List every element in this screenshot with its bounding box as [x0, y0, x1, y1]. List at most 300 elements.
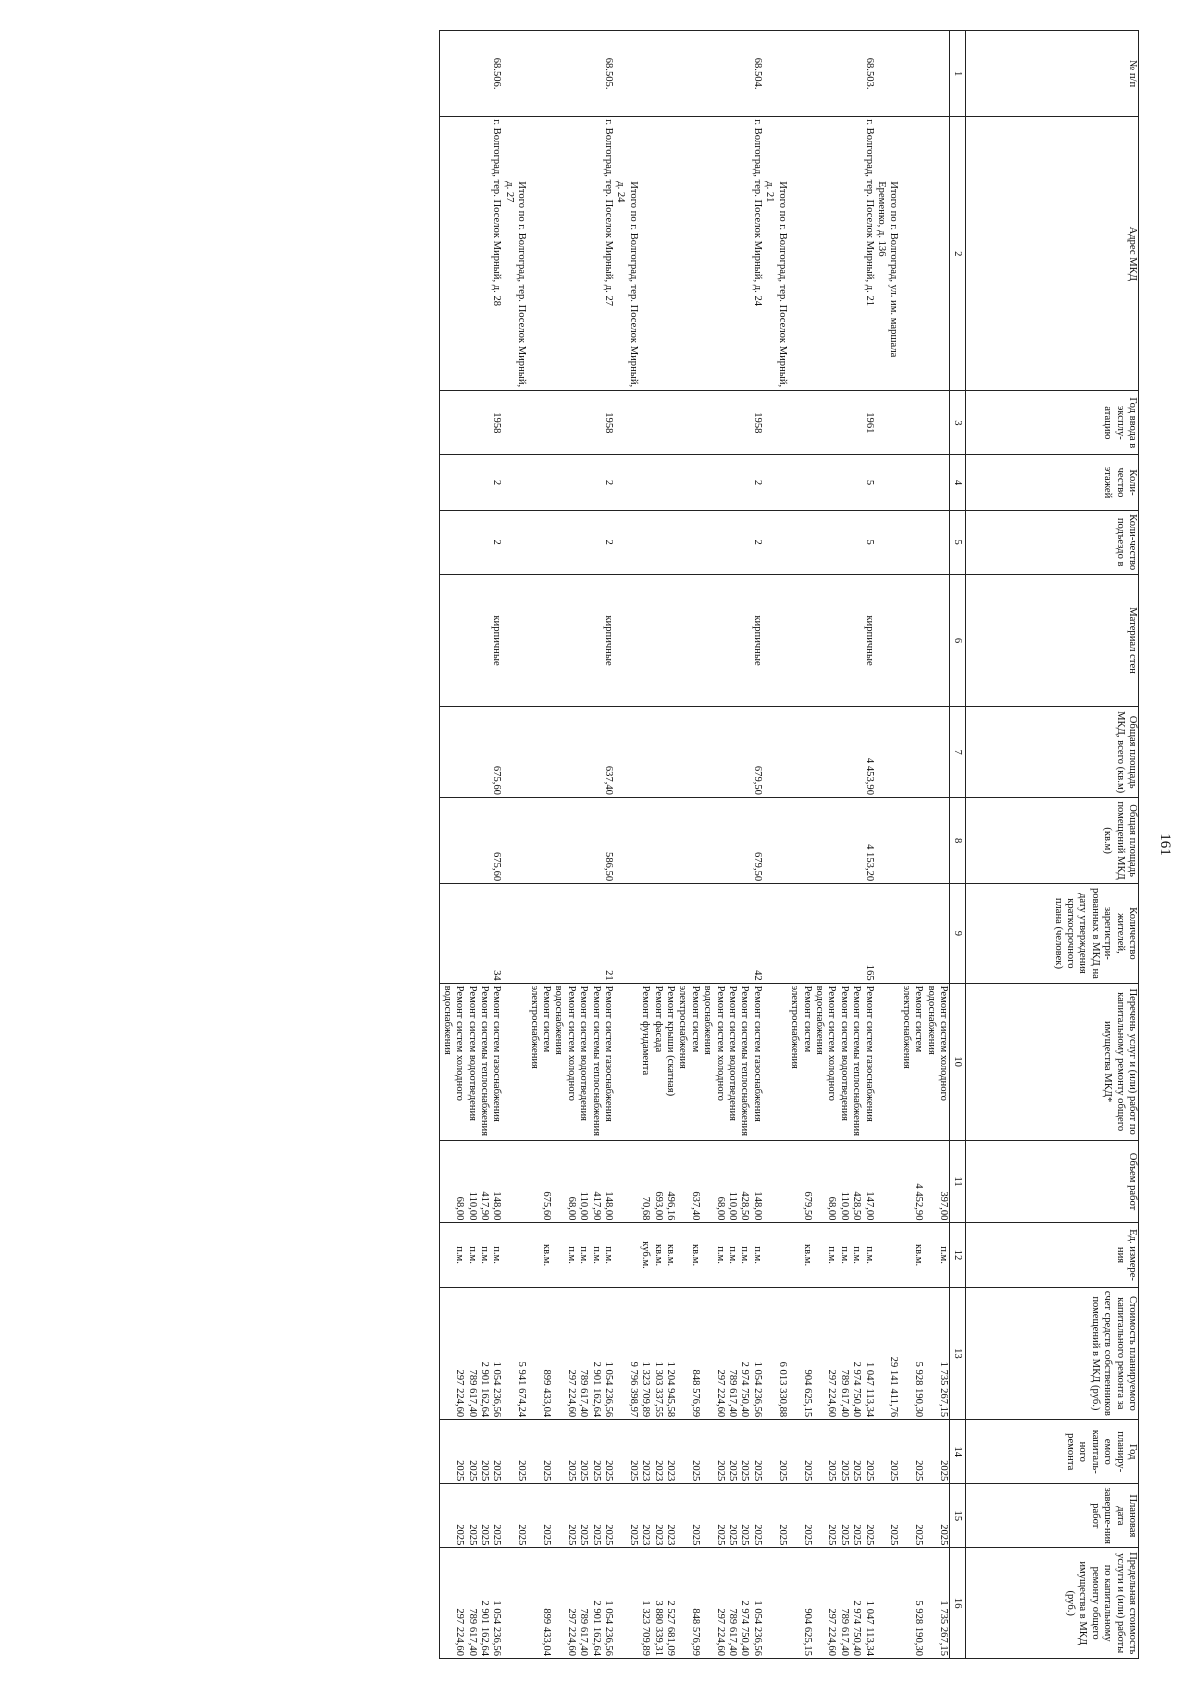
planned-year-cell — [465, 1420, 477, 1484]
planned-cost-cell — [440, 1287, 465, 1420]
work-volume: 68,00 — [454, 1196, 466, 1221]
unit-cell — [676, 1223, 701, 1287]
planned-year: 2025 — [491, 1460, 503, 1482]
work-type: Ремонт системы теплоснабжения — [851, 985, 863, 1137]
total-row — [614, 31, 639, 1659]
planned-year: 2025 — [565, 1460, 577, 1482]
wall-material-cell — [614, 574, 639, 707]
floors-cell — [813, 455, 838, 510]
year-built-cell — [924, 391, 949, 455]
wall-material-cell — [465, 574, 477, 707]
capital-repair-table — [439, 30, 1139, 1659]
work-volume: 110,00 — [727, 1191, 739, 1221]
residents: 165 — [863, 964, 875, 981]
residents-cell — [738, 884, 750, 983]
planned-year-cell — [788, 1420, 813, 1484]
completion-date: 2025 — [466, 1524, 478, 1546]
work-volume: 428,50 — [851, 1191, 863, 1221]
column-number: 15 — [950, 1484, 966, 1548]
wall-material: кирпичные — [751, 615, 763, 666]
limit-cost: 297 224,60 — [714, 1608, 726, 1656]
wall-material-cell — [763, 574, 788, 707]
table-row — [664, 31, 676, 1659]
residents-cell — [763, 884, 788, 983]
rotated-table-sheet — [219, 30, 1173, 1659]
total-area-cell — [478, 707, 490, 798]
planned-cost: 1 323 709,89 — [640, 1361, 652, 1418]
work-volume-cell — [639, 1140, 651, 1223]
unit: п.м. — [454, 1246, 466, 1264]
work-volume-cell — [837, 1140, 849, 1223]
entrances-cell — [664, 510, 676, 574]
total-area-cell — [614, 707, 639, 798]
entrances: 5 — [863, 539, 875, 545]
total-area-cell — [465, 707, 477, 798]
planned-cost: 2 974 750,40 — [851, 1361, 863, 1418]
completion-date: 2025 — [826, 1524, 838, 1546]
wall-material: кирпичные — [603, 615, 615, 666]
residents-cell — [577, 884, 589, 983]
total-area: 679,50 — [751, 765, 763, 795]
completion-date: 2025 — [590, 1524, 602, 1546]
wall-material-cell — [664, 574, 676, 707]
limit-cost: 297 224,60 — [826, 1608, 838, 1656]
residents-cell — [527, 884, 552, 983]
work-volume-cell — [465, 1140, 477, 1223]
work-volume: 148,00 — [491, 1191, 503, 1221]
address-cell — [701, 117, 726, 391]
floors-cell — [478, 455, 490, 510]
wall-material-cell — [837, 574, 849, 707]
column-header: Ед. измере-ния — [966, 1223, 1139, 1287]
planned-year: 2023 — [652, 1460, 664, 1482]
planned-cost-cell — [726, 1287, 738, 1420]
entrances-cell — [502, 510, 527, 574]
planned-cost: 1 054 236,56 — [751, 1361, 763, 1418]
limit-cost-cell — [924, 1548, 949, 1659]
planned-cost-cell — [738, 1287, 750, 1420]
row-number-cell — [726, 31, 738, 117]
unit: п.м. — [727, 1246, 739, 1264]
completion-date: 2025 — [689, 1524, 701, 1546]
total-area-cell — [651, 707, 663, 798]
row-number-cell — [862, 31, 874, 117]
row-number: 68.506. — [491, 57, 503, 90]
planned-year-cell — [614, 1420, 639, 1484]
row-number-cell — [440, 31, 465, 117]
completion-date-cell — [763, 1484, 788, 1548]
total-area-cell — [837, 707, 849, 798]
row-number-cell — [788, 31, 813, 117]
unit-cell — [751, 1223, 763, 1287]
work-type-cell — [875, 983, 900, 1140]
premises-area-cell — [924, 797, 949, 883]
entrances-cell — [602, 510, 614, 574]
year-built-cell — [465, 391, 477, 455]
unit: п.м. — [491, 1246, 503, 1264]
limit-cost: 2 974 750,40 — [739, 1600, 751, 1656]
completion-date: 2025 — [454, 1524, 466, 1546]
work-volume: 675,60 — [541, 1191, 552, 1221]
premises-area-cell — [701, 797, 726, 883]
limit-cost-cell — [577, 1548, 589, 1659]
work-type-cell — [813, 983, 838, 1140]
limit-cost: 2 974 750,40 — [851, 1600, 863, 1656]
work-volume: 417,90 — [590, 1191, 602, 1221]
total-area-cell — [440, 707, 465, 798]
year-built-cell — [589, 391, 601, 455]
work-type: Ремонт систем электроснабжения — [900, 985, 925, 1069]
year-built-cell — [837, 391, 849, 455]
table-row — [639, 31, 651, 1659]
premises-area-cell — [614, 797, 639, 883]
unit: куб.м. — [640, 1241, 652, 1269]
work-volume: 496,16 — [665, 1191, 677, 1221]
column-number: 10 — [950, 983, 966, 1140]
address-cell — [924, 117, 949, 391]
floors-cell — [577, 455, 589, 510]
work-volume-cell — [875, 1140, 900, 1223]
table-row — [738, 31, 750, 1659]
wall-material-cell — [788, 574, 813, 707]
planned-year-cell — [701, 1420, 726, 1484]
planned-cost-cell — [465, 1287, 477, 1420]
limit-cost-cell — [602, 1548, 614, 1659]
total-area-cell — [602, 707, 614, 798]
floors: 2 — [603, 479, 615, 486]
year-built-cell — [552, 391, 577, 455]
work-type-cell — [751, 983, 763, 1140]
work-type-cell — [602, 983, 614, 1140]
unit: п.м. — [851, 1246, 863, 1264]
residents-cell — [664, 884, 676, 983]
limit-cost-cell — [850, 1548, 862, 1659]
total-area-cell — [788, 707, 813, 798]
total-area-cell — [676, 707, 701, 798]
row-number-cell — [527, 31, 552, 117]
floors-cell — [552, 455, 577, 510]
completion-date-cell — [701, 1484, 726, 1548]
unit: п.м. — [466, 1246, 478, 1264]
wall-material-cell — [676, 574, 701, 707]
unit-cell — [726, 1223, 738, 1287]
wall-material-cell — [440, 574, 465, 707]
premises-area-cell — [552, 797, 577, 883]
column-header: Год ввода в эксплу-атацию — [966, 391, 1139, 455]
address-cell — [763, 117, 788, 391]
limit-cost: 789 617,40 — [578, 1608, 590, 1656]
year-built-cell — [813, 391, 838, 455]
address-cell — [875, 117, 900, 391]
planned-year-cell — [639, 1420, 651, 1484]
planned-cost: 1 054 236,56 — [491, 1361, 503, 1418]
completion-date-cell — [788, 1484, 813, 1548]
year-built-cell — [862, 391, 874, 455]
work-volume: 110,00 — [466, 1191, 478, 1221]
premises-area: 4 153,20 — [863, 844, 875, 882]
residents-cell — [726, 884, 738, 983]
completion-date: 2025 — [863, 1524, 875, 1546]
residents-cell — [924, 884, 949, 983]
column-number: 1 — [950, 31, 966, 117]
work-volume: 637,40 — [689, 1191, 701, 1221]
address-cell — [614, 117, 639, 391]
completion-date: 2025 — [478, 1524, 490, 1546]
work-volume-cell — [899, 1140, 924, 1223]
work-volume-cell — [763, 1140, 788, 1223]
completion-date-cell — [726, 1484, 738, 1548]
planned-cost-cell — [502, 1287, 527, 1420]
work-type-cell — [614, 983, 639, 1140]
planned-cost-cell — [639, 1287, 651, 1420]
work-type-cell — [552, 983, 577, 1140]
work-volume-cell — [440, 1140, 465, 1223]
planned-cost: 789 617,40 — [838, 1369, 850, 1418]
completion-date: 2025 — [888, 1524, 900, 1546]
limit-cost: 297 224,60 — [565, 1608, 577, 1656]
work-volume: 693,00 — [652, 1191, 664, 1221]
residents-cell — [875, 884, 900, 983]
total-area-cell — [763, 707, 788, 798]
planned-year: 2025 — [938, 1460, 949, 1482]
planned-year-cell — [837, 1420, 849, 1484]
work-volume-cell — [651, 1140, 663, 1223]
column-number: 5 — [950, 510, 966, 574]
floors-cell — [614, 455, 639, 510]
completion-date: 2025 — [565, 1524, 577, 1546]
work-volume: 417,90 — [478, 1191, 490, 1221]
year-built-cell — [614, 391, 639, 455]
work-type: Ремонт систем холодного водоснабжения — [925, 985, 949, 1101]
work-type: Ремонт крыши (скатная) — [665, 985, 677, 1097]
unit-cell — [924, 1223, 949, 1287]
work-type-cell — [651, 983, 663, 1140]
entrances-cell — [490, 510, 502, 574]
work-type: Ремонт фундамента — [640, 985, 652, 1076]
planned-cost-cell — [924, 1287, 949, 1420]
premises-area-cell — [478, 797, 490, 883]
column-number: 13 — [950, 1287, 966, 1420]
work-type: Ремонт систем водоотведения — [466, 985, 478, 1122]
limit-cost-cell — [726, 1548, 738, 1659]
row-number-cell — [850, 31, 862, 117]
address-cell — [850, 117, 862, 391]
row-number-cell — [813, 31, 838, 117]
table-row — [726, 31, 738, 1659]
premises-area: 586,50 — [603, 852, 615, 882]
address-cell — [589, 117, 601, 391]
planned-year-cell — [527, 1420, 552, 1484]
work-volume: 110,00 — [838, 1191, 850, 1221]
total-area-cell — [924, 707, 949, 798]
limit-cost-cell — [837, 1548, 849, 1659]
entrances-cell — [899, 510, 924, 574]
row-number-cell — [490, 31, 502, 117]
column-header: Материал стен — [966, 574, 1139, 707]
unit-cell — [602, 1223, 614, 1287]
floors-cell — [862, 455, 874, 510]
wall-material-cell — [924, 574, 949, 707]
work-type: Ремонт систем газоснабжения — [751, 985, 763, 1122]
completion-date-cell — [478, 1484, 490, 1548]
column-header: Предельная стоимость услуги и (или) работы по капитальному ремонту общего имущества в МКД (руб.) — [966, 1548, 1139, 1659]
completion-date: 2025 — [603, 1524, 615, 1546]
work-volume-cell — [589, 1140, 601, 1223]
unit-cell — [899, 1223, 924, 1287]
planned-year-cell — [738, 1420, 750, 1484]
work-type-cell — [763, 983, 788, 1140]
total-area-cell — [751, 707, 763, 798]
unit: кв.м. — [689, 1243, 701, 1267]
address-cell — [465, 117, 477, 391]
limit-cost: 899 433,04 — [541, 1608, 552, 1656]
unit-cell — [577, 1223, 589, 1287]
completion-date: 2025 — [516, 1524, 528, 1546]
address-cell — [577, 117, 589, 391]
work-type-cell — [577, 983, 589, 1140]
planned-cost-cell — [862, 1287, 874, 1420]
column-number: 2 — [950, 117, 966, 391]
year-built-cell — [850, 391, 862, 455]
year-built-cell — [602, 391, 614, 455]
unit: кв.м. — [652, 1243, 664, 1267]
limit-cost-cell — [651, 1548, 663, 1659]
limit-cost-cell — [527, 1548, 552, 1659]
wall-material-cell — [813, 574, 838, 707]
planned-year: 2023 — [640, 1460, 652, 1482]
planned-cost-cell — [899, 1287, 924, 1420]
total-area: 4 453,90 — [863, 757, 875, 795]
premises-area-cell — [726, 797, 738, 883]
planned-cost: 297 224,60 — [454, 1369, 466, 1418]
limit-cost: 789 617,40 — [838, 1608, 850, 1656]
planned-cost: 2 901 162,64 — [590, 1361, 602, 1418]
residents-cell — [502, 884, 527, 983]
unit-cell — [664, 1223, 676, 1287]
unit: п.м. — [826, 1246, 838, 1264]
planned-cost-cell — [701, 1287, 726, 1420]
work-type: Ремонт систем водоотведения — [578, 985, 590, 1122]
planned-cost-cell — [850, 1287, 862, 1420]
row-number-cell — [552, 31, 577, 117]
residents-cell — [788, 884, 813, 983]
limit-cost: 2 901 162,64 — [478, 1600, 490, 1656]
address-cell — [478, 117, 490, 391]
planned-year: 2025 — [826, 1460, 838, 1482]
residents-cell — [751, 884, 763, 983]
unit: п.м. — [603, 1246, 615, 1264]
unit-cell — [651, 1223, 663, 1287]
residents-cell — [701, 884, 726, 983]
limit-cost-cell — [589, 1548, 601, 1659]
floors-cell — [924, 455, 949, 510]
limit-cost: 3 880 339,31 — [652, 1600, 664, 1656]
work-type-cell — [676, 983, 701, 1140]
work-type: Ремонт систем холодного водоснабжения — [441, 985, 466, 1101]
work-type-cell — [726, 983, 738, 1140]
wall-material-cell — [527, 574, 552, 707]
residents-cell — [614, 884, 639, 983]
wall-material-cell — [726, 574, 738, 707]
work-type: Ремонт систем газоснабжения — [603, 985, 615, 1122]
wall-material-cell — [639, 574, 651, 707]
floors-cell — [527, 455, 552, 510]
total-area-cell — [899, 707, 924, 798]
completion-date-cell — [577, 1484, 589, 1548]
unit: п.м. — [838, 1246, 850, 1264]
total-area-cell — [490, 707, 502, 798]
limit-cost-cell — [875, 1548, 900, 1659]
completion-date-cell — [589, 1484, 601, 1548]
entrances-cell — [589, 510, 601, 574]
completion-date-cell — [924, 1484, 949, 1548]
unit-cell — [850, 1223, 862, 1287]
planned-cost-cell — [527, 1287, 552, 1420]
wall-material-cell — [478, 574, 490, 707]
planned-year-cell — [751, 1420, 763, 1484]
entrances-cell — [751, 510, 763, 574]
wall-material: кирпичные — [863, 615, 875, 666]
completion-date-cell — [490, 1484, 502, 1548]
planned-year: 2025 — [516, 1460, 528, 1482]
planned-year-cell — [602, 1420, 614, 1484]
entrances-cell — [614, 510, 639, 574]
planned-year-cell — [726, 1420, 738, 1484]
column-number: 16 — [950, 1548, 966, 1659]
floors-cell — [726, 455, 738, 510]
table-row — [527, 31, 552, 1659]
limit-cost-cell — [552, 1548, 577, 1659]
year-built: 1958 — [603, 412, 615, 434]
completion-date-cell — [664, 1484, 676, 1548]
column-header: Общая площадь помещений МКД (кв.м) — [966, 797, 1139, 883]
completion-date: 2025 — [727, 1524, 739, 1546]
wall-material-cell — [490, 574, 502, 707]
column-header: Плановая дата заверше-ния работ — [966, 1484, 1139, 1548]
column-number-row — [950, 31, 966, 1659]
planned-year: 2025 — [801, 1460, 813, 1482]
unit-cell — [837, 1223, 849, 1287]
work-volume-cell — [664, 1140, 676, 1223]
address: Итого по г. Волгоград, тер. Поселок Мирный, д. 24 — [615, 181, 639, 388]
planned-cost: 1 204 945,58 — [665, 1361, 677, 1418]
planned-year: 2025 — [454, 1460, 466, 1482]
planned-cost: 5 928 190,30 — [913, 1361, 925, 1418]
limit-cost-cell — [639, 1548, 651, 1659]
planned-cost-cell — [651, 1287, 663, 1420]
total-area-cell — [726, 707, 738, 798]
total-area-cell — [664, 707, 676, 798]
page-number: 161 — [1157, 833, 1173, 856]
planned-year-cell — [850, 1420, 862, 1484]
completion-date: 2025 — [801, 1524, 813, 1546]
entrances-cell — [875, 510, 900, 574]
total-area-cell — [527, 707, 552, 798]
unit-cell — [478, 1223, 490, 1287]
completion-date-cell — [738, 1484, 750, 1548]
completion-date: 2023 — [652, 1524, 664, 1546]
completion-date-cell — [614, 1484, 639, 1548]
completion-date-cell — [751, 1484, 763, 1548]
total-row — [502, 31, 527, 1659]
row-number: 68.503. — [863, 57, 875, 90]
limit-cost-cell — [701, 1548, 726, 1659]
year-built: 1958 — [751, 412, 763, 434]
completion-date: 2025 — [913, 1524, 925, 1546]
work-volume-cell — [527, 1140, 552, 1223]
table-row — [837, 31, 849, 1659]
entrances-cell — [763, 510, 788, 574]
